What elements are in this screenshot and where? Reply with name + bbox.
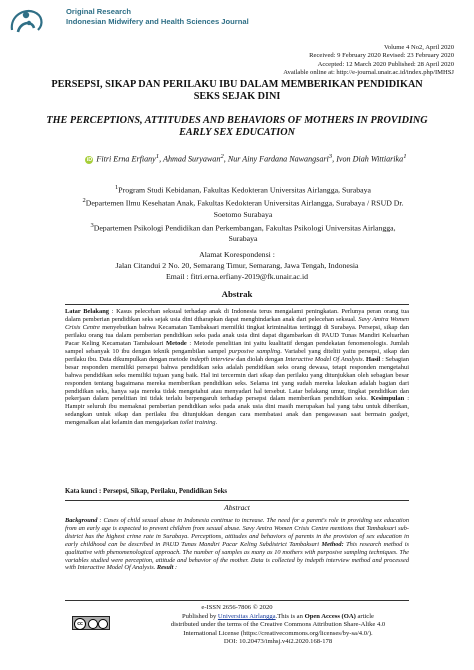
journal-header bbox=[0, 0, 474, 44]
doi-line[interactable]: DOI: 10.20473/imhsj.v4i2.2020.168-178 bbox=[223, 637, 333, 645]
journal-title-block bbox=[66, 7, 249, 27]
correspondence-email[interactable]: Email : fitri.erna.erfiany-2019@fk.unair.ac.id bbox=[165, 271, 309, 281]
available-online-line[interactable]: Available online at: http://e-journal.unair.ac.id/index.php/IMHSJ bbox=[283, 69, 454, 77]
abstract-en-body: Background : Cases of child sexual abuse in Indonesia continue to increase. The need for a parent's role in providing sex education from an early age is expected to prevent children from sexual abuse. Savy Amira Women Crisis Centre mentions that Tambaksari sub-district has the highest crime rate in Surabaya. Perceptions, attitudes and behaviors of parents in the provision of sex education in early childhood can be described in PAUD Tunas Mandiri Pacar Keling Subdistrict Tambaksari Method: This research method is qualitative with phenomenological approach. The number of samples as many as 10 mothers with purposive sampling techniques. The variables studied were perception, attitude and behavior of the mother. Data is collected by indepth interview method and processed with Interactive Model Of Analysis. Result : bbox=[65, 517, 409, 572]
publication-meta bbox=[283, 44, 454, 78]
author-2: Ahmad Suryawan bbox=[163, 154, 221, 164]
journal-logo-icon bbox=[8, 6, 46, 36]
abstract-mid-rule bbox=[65, 500, 409, 501]
license-text bbox=[118, 613, 438, 646]
keywords-line: Kata kunci : Persepsi, Sikap, Perilaku, Pendidikan Seks bbox=[65, 488, 228, 495]
affiliation-3: $^3$Departemen Psikologi Pendidikan dan Perkembangan, Fakultas Psikologi Universitas Airlangga, Surabaya bbox=[90, 221, 396, 243]
abstrak-body: Latar Belakang : Kasus pelecehan seksual terhadap anak di Indonesia terus mengalami peningkatan. Perlunya peran orang tua dalam pemberian pendidikan seks sejak usia dini diharapkan dapat menghindarkan anak dari pelecehan seksual. Savy Amira Women Crisis Centre menyebutkan bahwa Kecamatan Tambaksari memiliki tingkat kriminalitas tertinggi di Surabaya. Persepsi, sikap dan perilaku orang tua dalam pemberian pendidikan seks pada anak usia dini dapat digambarkan di PAUD Tunas Mandiri Keluarhan Pacar Keling Kecamatan Tambaksari Metode : Metode penelitian ini yaitu kualitatif dengan pendekatan fenomenologis. Jumlah sampel sebanyak 10 ibu dengan teknik pengambilan sampel purposive sampling. Variabel yang diteliti yaitu persepsi, sikap dan perilaku ibu. Data dikumpulkan dengan metode indepth interview dan diolah dengan Interactive Model Of Analysis. Hasil : Sebagian besar responden memiliki persepsi bahwa pendidikan seks adalah pendidikan seks orang dewasa, tetapi responden mengetahui bahwa pendidikan seks memiliki tujuan yang baik. Hal ini tercermin dari sikap dan perilaku yang ditunjukkan oleh sebagian besar responden tentang bagaimana mereka memberikan pendidikan seks. Selama ini yang sudah mereka lakukan adalah bagian dari pendidikan seks, hanya saja mereka tidak mengetahui atau menyadari hal tersebut. Latar belakang umur, tingkat pendidikan dan pekerjaan dalam penelitian ini tidak terlalu berpengaruh terhadap persepsi dalam memberikan pendidikan seks. Kesimpulan : Hampir seluruh ibu memaknai pemberian pendidikan seks pada anak usia dini masih merupakan hal yang tabu untuk diberikan, sedangkan untuk sikap dan perilaku ibu ditunjukkan dengan cara membatasi anak dan pengawasan saat bermain gadget, mengenalkan alat kelamin dan mengajarkan toilet training. bbox=[65, 308, 410, 427]
article-type-label: Original Research bbox=[66, 7, 131, 16]
correspondence-label: Alamat Korespondensi : bbox=[199, 250, 275, 259]
license-line-2: distributed under the terms of the Creative Commons Attribution Share-Alike 4.0 bbox=[170, 621, 386, 629]
author-1: Fitri Erna Erfiany bbox=[96, 154, 156, 164]
affiliation-list bbox=[78, 183, 408, 245]
author-3: Nur Ainy Fardana Nawangsari bbox=[227, 154, 329, 164]
abstract-top-rule bbox=[65, 304, 409, 305]
correspondence-block bbox=[40, 250, 434, 282]
footer-rule bbox=[65, 600, 409, 601]
cc-license-icon[interactable]: cc bbox=[72, 616, 110, 630]
accepted-line: Accepted: 12 March 2020 Published: 28 April 2020 bbox=[317, 60, 454, 68]
received-line: Received: 9 February 2020 Revised: 23 February 2020 bbox=[309, 52, 454, 60]
journal-name: Indonesian Midwifery and Health Sciences Journal bbox=[66, 17, 249, 26]
publisher-link[interactable]: Universitas Airlangga bbox=[217, 613, 276, 620]
author-4: Ivon Diah Wittiarika bbox=[336, 154, 404, 164]
abstrak-heading: Abstrak bbox=[221, 289, 253, 299]
license-line-1: Published by Universitas Airlangga.This is an Open Access (OA) article bbox=[182, 613, 374, 620]
affiliation-2: $^2$Departemen Ilmu Kesehatan Anak, Fakultas Kedokteran Universitas Airlangga, Surabaya / RSUD Dr. Soetomo Surabaya bbox=[82, 197, 404, 219]
volume-line: Volume 4 No2, April 2020 bbox=[383, 44, 454, 51]
issn-line: e-ISSN 2656-7806 © 2020 bbox=[201, 604, 273, 611]
affiliation-1: $^1$Program Studi Kebidanan, Fakultas Kedokteran Universitas Airlangga, Surabaya bbox=[115, 184, 371, 195]
title-english: THE PERCEPTIONS, ATTITUDES AND BEHAVIORS OF MOTHERS IN PROVIDING EARLY SEX EDUCATION bbox=[46, 115, 428, 138]
title-indonesian: PERSEPSI, SIKAP DAN PERILAKU IBU DALAM MEMBERIKAN PENDIDIKAN SEKS SEJAK DINI bbox=[51, 79, 423, 102]
author-list: iD Fitri Erna Erfiany$^1$, Ahmad Suryawan$^2$, Nur Ainy Fardana Nawangsari$^3$, Ivon Diah Wittiarika$^1$ bbox=[86, 153, 407, 164]
license-line-3[interactable]: International License (https://creativecommons.org/licenses/by-sa/4.0/). bbox=[183, 629, 373, 637]
abstract-en-heading: Abstract bbox=[224, 503, 250, 512]
sa-icon bbox=[98, 619, 108, 629]
correspondence-address: Jalan Citandui 2 No. 20, Semarang Timur, Semarang, Jawa Tengah, Indonesia bbox=[115, 260, 359, 270]
orcid-icon[interactable]: iD bbox=[86, 156, 93, 163]
by-icon bbox=[88, 619, 98, 629]
